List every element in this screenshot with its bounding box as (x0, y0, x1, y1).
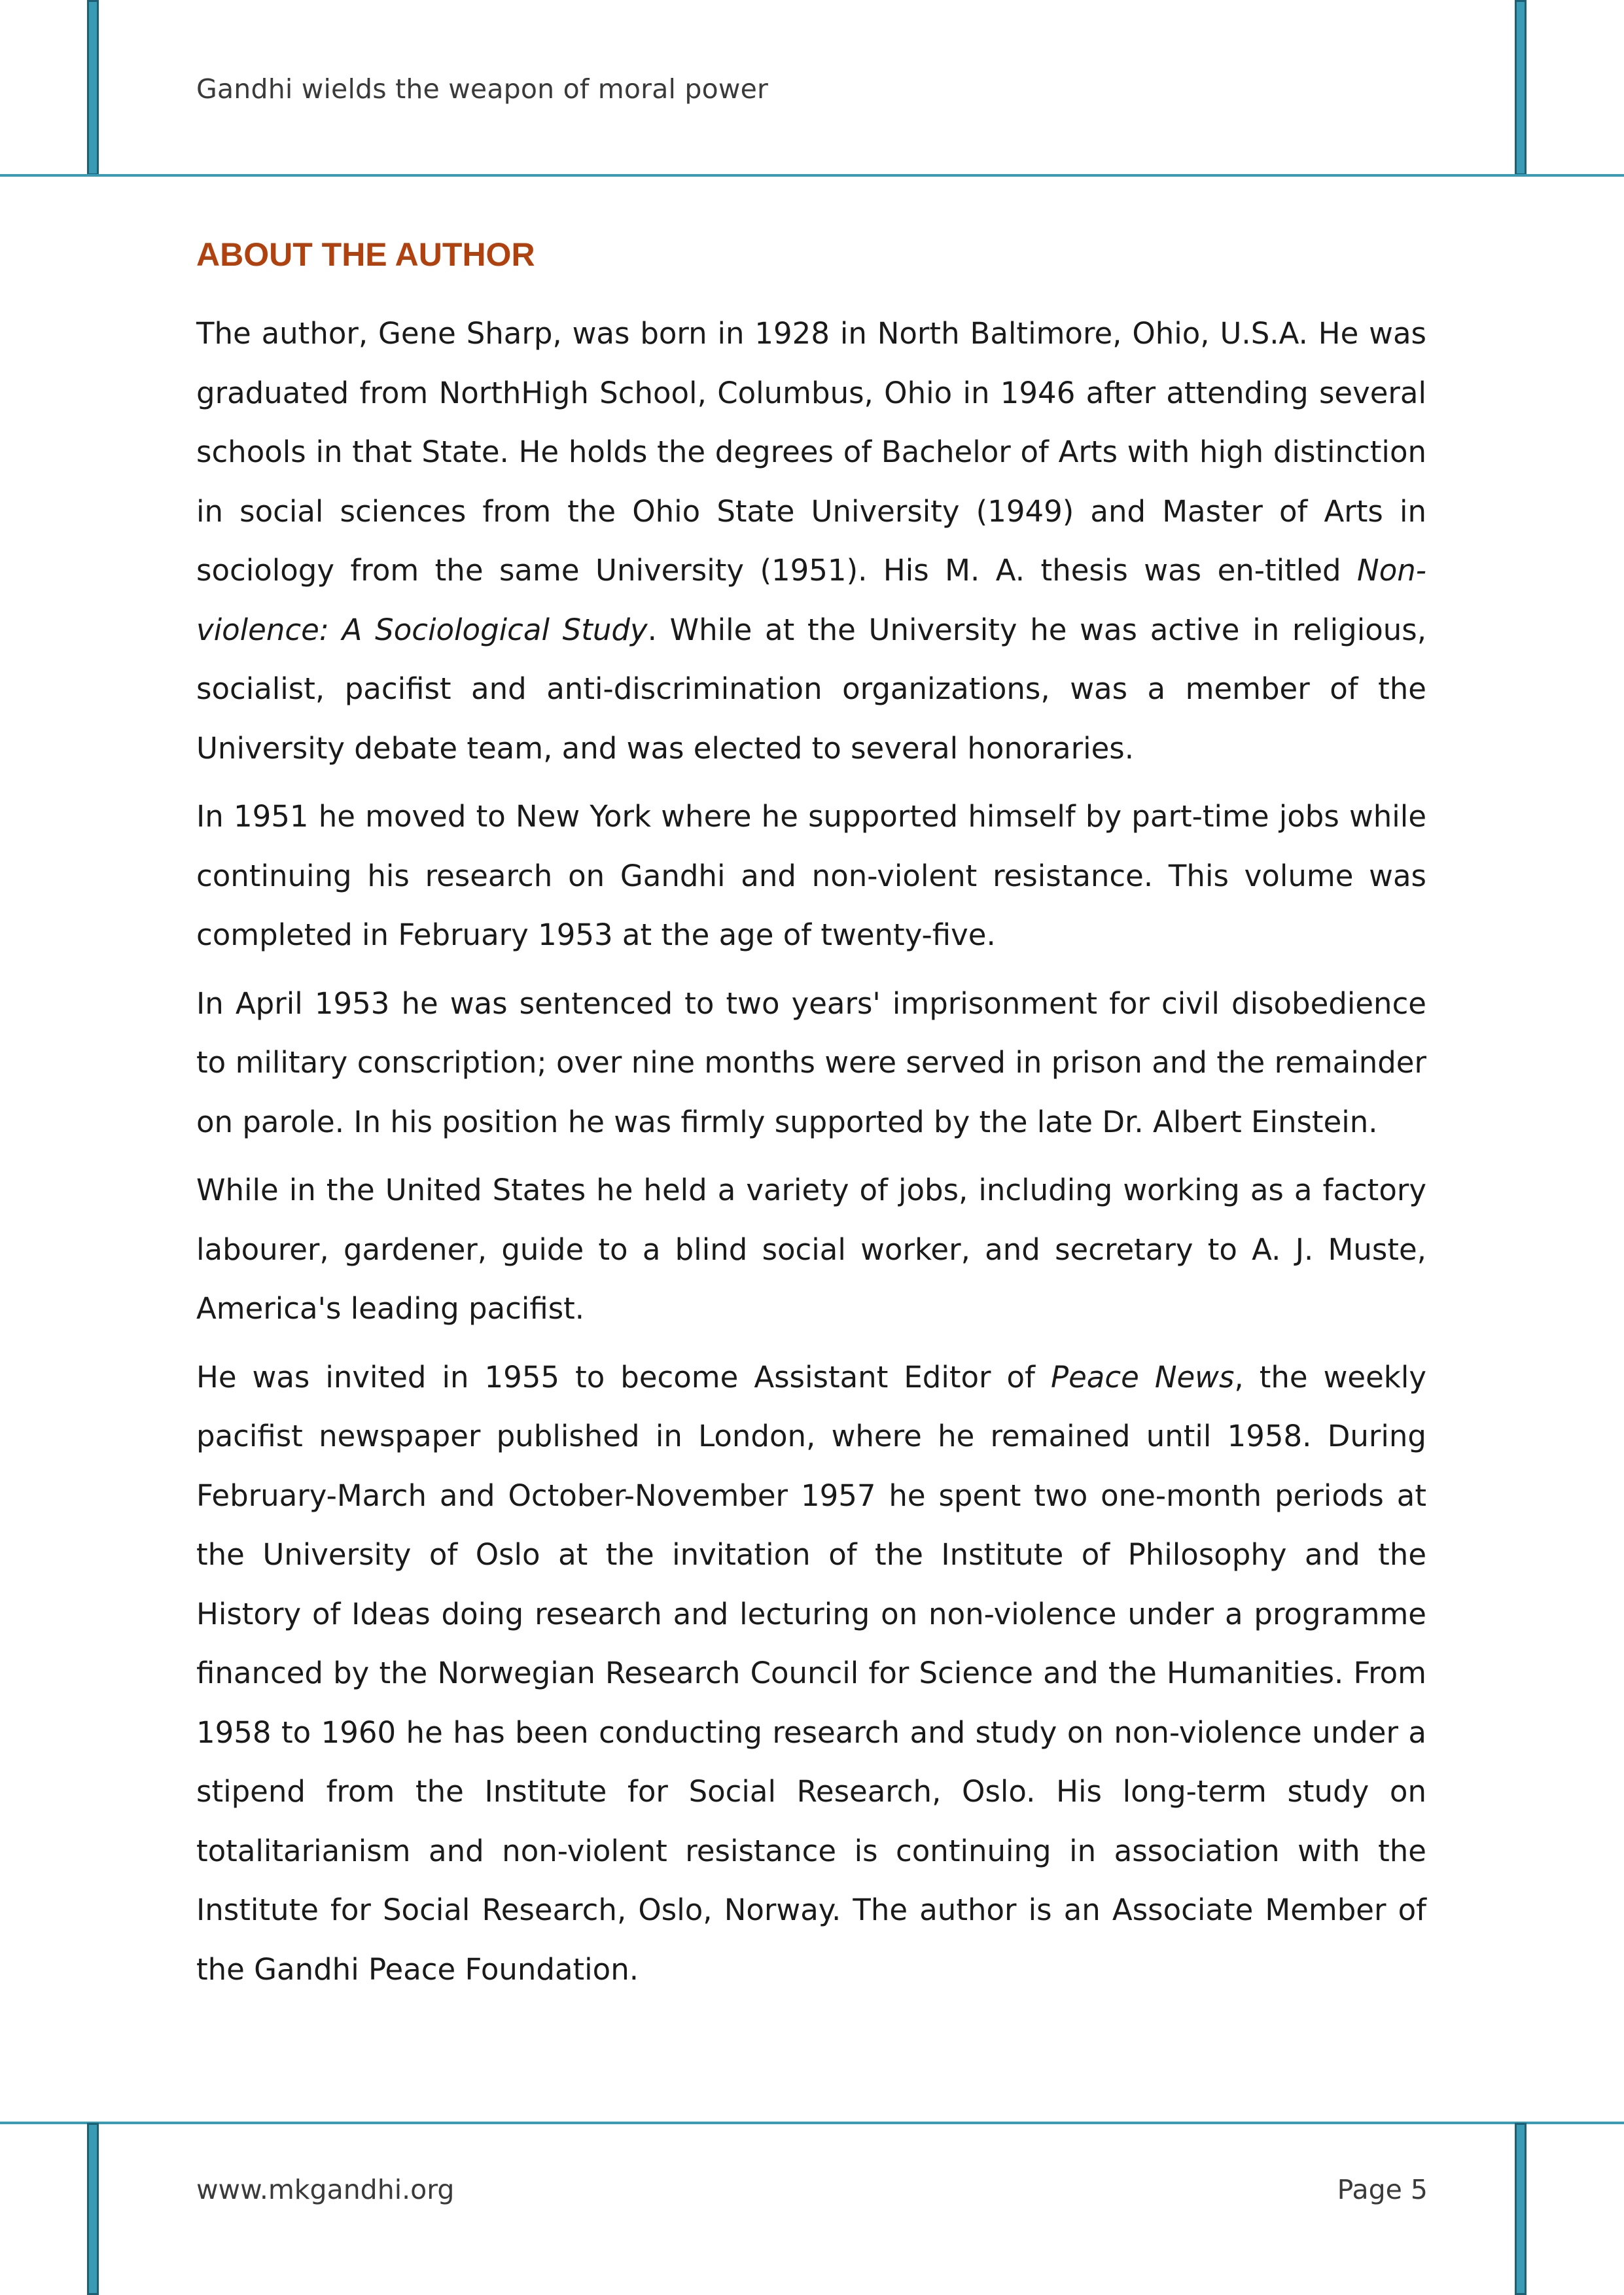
paragraph-1-text-b: . While at the University he was active in religious, socialist, pacifist and anti-discrimination organizations, was a member of the University debate team, and was elected to several honoraries. (196, 612, 1426, 766)
footer-rule (0, 2122, 1624, 2124)
header-rule (0, 174, 1624, 177)
paragraph-5 (196, 1348, 1426, 2000)
footer-website: www.mkgandhi.org (196, 2174, 455, 2205)
top-left-bar (87, 0, 99, 175)
paragraph-4: While in the United States he held a variety of jobs, including working as a factory labourer, gardener, guide to a blind social worker, and secretary to A. J. Muste, America's leading pacifist. (196, 1173, 1426, 1326)
paragraph-5-text-a: He was invited in 1955 to become Assistant Editor of (196, 1359, 1051, 1395)
bottom-left-bar (87, 2123, 99, 2295)
running-header: Gandhi wields the weapon of moral power (196, 73, 769, 105)
section-heading: ABOUT THE AUTHOR (196, 236, 535, 273)
bottom-right-bar (1515, 2123, 1527, 2295)
thesis-title: Non-violence: A Sociological Study (196, 553, 1426, 647)
page-number: Page 5 (1337, 2174, 1428, 2205)
newspaper-title: Peace News (1050, 1359, 1235, 1395)
paragraph-1 (196, 304, 1426, 778)
main-content (196, 230, 1426, 2008)
top-right-bar (1515, 0, 1527, 175)
paragraph-3: In April 1953 he was sentenced to two years' imprisonment for civil disobedience to military conscription; over nine months were served in prison and the remainder on parole. In his position he was firmly supported by the late Dr. Albert Einstein. (196, 986, 1426, 1139)
paragraph-5-text-b: , the weekly pacifist newspaper published in London, where he remained until 1958. During February-March and October-November 1957 he spent two one-month periods at the University of Oslo at the invitation of the Institute of Philosophy and the History of Ideas doing research and lecturing on non-violence under a programme financed by the Norwegian Research Council for Science and the Humanities. From 1958 to 1960 he has been conducting research and study on non-violence under a stipend from the Institute for Social Research, Oslo. His long-term study on totalitarianism and non-violent resistance is continuing in association with the Institute for Social Research, Oslo, Norway. The author is an Associate Member of the Gandhi Peace Foundation. (196, 1359, 1426, 1987)
paragraph-1-text-a: The author, Gene Sharp, was born in 1928 in North Baltimore, Ohio, U.S.A. He was graduated from NorthHigh School, Columbus, Ohio in 1946 after attending several schools in that State. He holds the degrees of Bachelor of Arts with high distinction in social sciences from the Ohio State University (1949) and Master of Arts in sociology from the same University (1951). His M. A. thesis was en-titled (196, 316, 1426, 588)
paragraph-2: In 1951 he moved to New York where he supported himself by part-time jobs while continuing his research on Gandhi and non-violent resistance. This volume was completed in February 1953 at the age of twenty-five. (196, 799, 1426, 952)
